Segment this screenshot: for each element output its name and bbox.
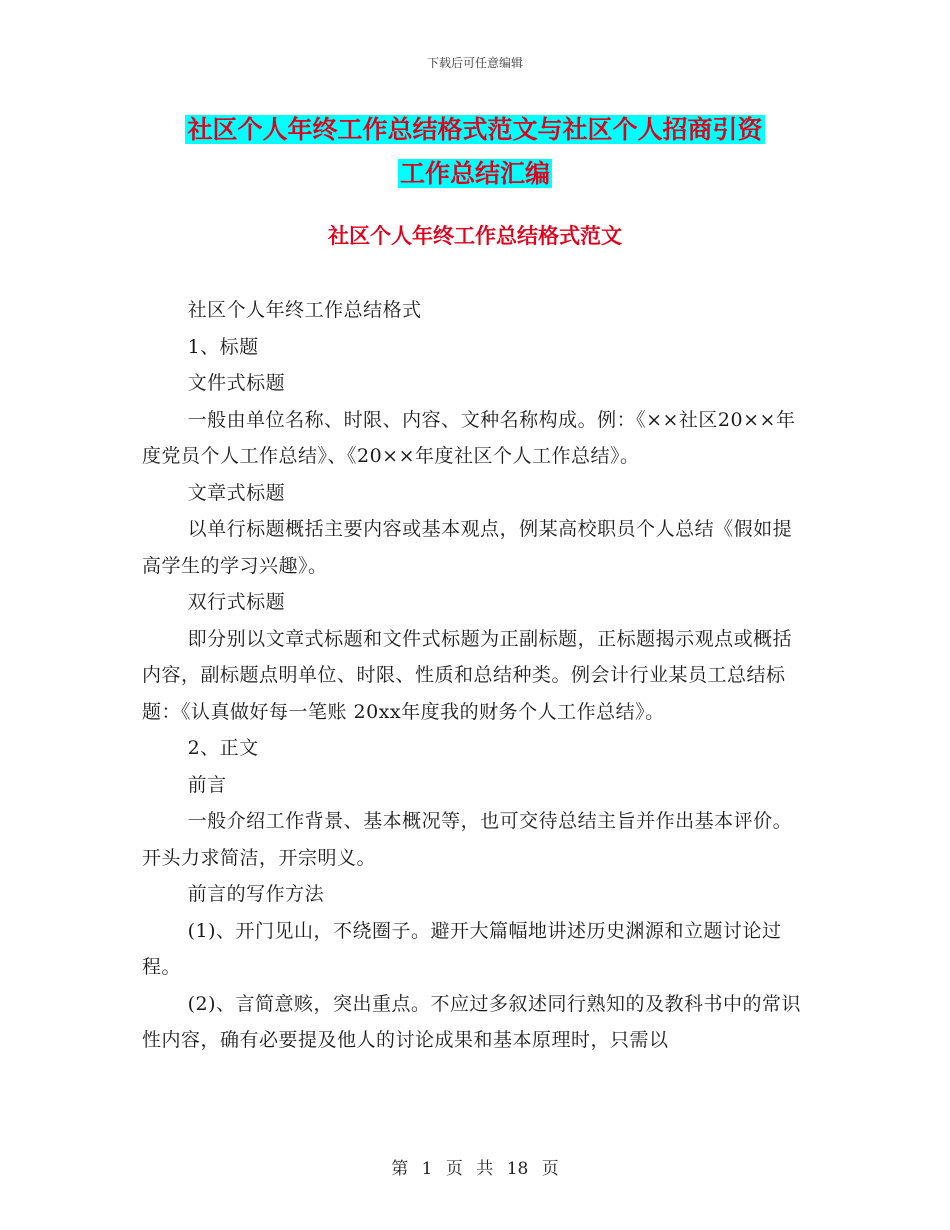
paragraph: 文件式标题 — [187, 372, 286, 394]
paragraph: 社区个人年终工作总结格式 — [187, 299, 422, 321]
paragraph: 文章式标题 — [187, 481, 286, 504]
page-footer: 第 1 页 共 18 页 — [391, 1159, 559, 1179]
paragraph: 前言 — [187, 773, 227, 796]
document-title-line-1 — [0, 110, 950, 150]
paragraph: 双行式标题 — [187, 591, 286, 613]
paragraph: 前言的写作方法 — [187, 883, 325, 905]
paragraph: (1)、开门见山，不绕圈子。避开大篇幅地讲述历史渊源和立题讨论过程。 — [142, 919, 782, 978]
paragraph: (2)、言简意赅，突出重点。不应过多叙述同行熟知的及教科书中的常识性内容，确有必要提及他人的讨论成果和基本原理时，只需以 — [142, 992, 802, 1051]
paragraph: 一般介绍工作背景、基本概况等，也可交待总结主旨并作出基本评价。开头力求简洁，开宗明义。 — [142, 810, 793, 869]
paragraph: 即分别以文章式标题和文件式标题为正副标题，正标题揭示观点或概括内容，副标题点明单位、时限、性质和总结种类。例会计行业某员工总结标题：《认真做好每一笔账 20xx年度我的财务个人工作总结》。 — [142, 627, 793, 723]
document-title-line-2 — [0, 154, 950, 194]
paragraph: 一般由单位名称、时限、内容、文种名称构成。例：《××社区20××年度党员个人工作总结》、《20××年度社区个人工作总结》。 — [142, 408, 796, 467]
document-title-line-2-text: 工作总结汇编 — [399, 159, 550, 188]
paragraph: 1、标题 — [187, 335, 259, 358]
section-title: 社区个人年终工作总结格式范文 — [328, 223, 622, 248]
paragraph: 以单行标题概括主要内容或基本观点，例某高校职员个人总结《假如提高学生的学习兴趣》。 — [142, 518, 793, 577]
document-body — [142, 292, 808, 1059]
document-title-line-1-text: 社区个人年终工作总结格式范文与社区个人招商引资 — [187, 115, 763, 144]
header-note: 下载后可任意编辑 — [426, 56, 523, 70]
paragraph: 2、正文 — [187, 737, 259, 759]
